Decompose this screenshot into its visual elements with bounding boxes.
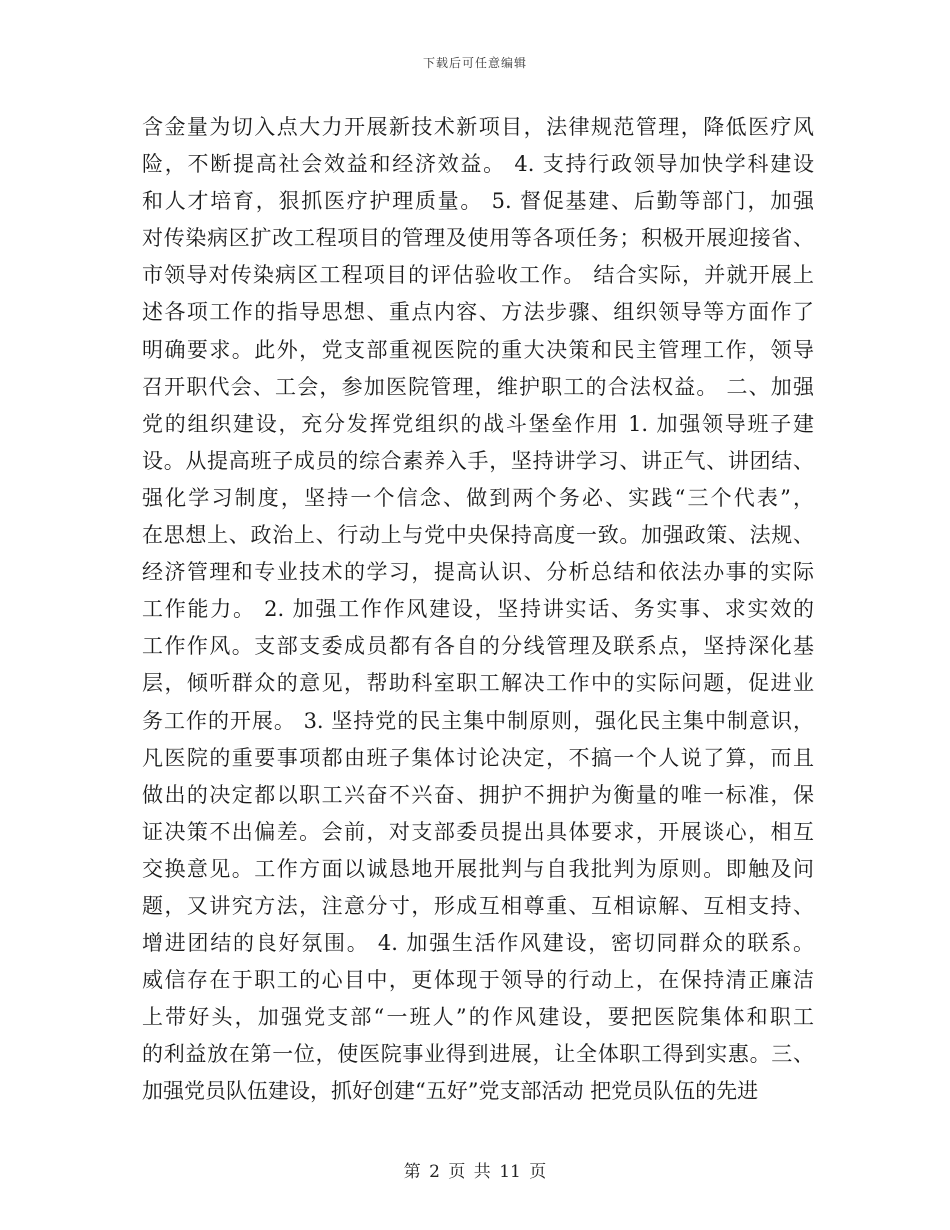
body-line: 威信存在于职工的心目中，更体现于领导的行动上，在保持清正廉洁 bbox=[142, 968, 814, 993]
body-line: 交换意见。工作方面以诚恳地开展批判与自我批判为原则。即触及问 bbox=[142, 856, 814, 881]
body-line: 做出的决定都以职工兴奋不兴奋、拥护不拥护为衡量的唯一标准，保 bbox=[142, 782, 814, 807]
body-line: 强化学习制度，坚持一个信念、做到两个务必、实践“三个代表”， bbox=[142, 485, 814, 510]
body-line: 工作作风。支部支委成员都有各自的分线管理及联系点，坚持深化基 bbox=[142, 634, 814, 659]
body-line: 和人才培育，狠抓医疗护理质量。 5. 督促基建、后勤等部门，加强 bbox=[142, 189, 814, 214]
body-line: 含金量为切入点大力开展新技术新项目，法律规范管理，降低医疗风 bbox=[142, 115, 814, 139]
body-line: 明确要求。此外，党支部重视医院的重大决策和民主管理工作，领导 bbox=[142, 337, 814, 362]
body-line: 召开职代会、工会，参加医院管理，维护职工的合法权益。 二、加强 bbox=[142, 374, 814, 399]
page-number-footer: 第 2 页 共 11 页 bbox=[403, 1162, 547, 1182]
document-body bbox=[142, 109, 814, 1111]
body-line: 述各项工作的指导思想、重点内容、方法步骤、组织领导等方面作了 bbox=[142, 300, 814, 325]
body-line: 党的组织建设，充分发挥党组织的战斗堡垒作用 1. 加强领导班子建 bbox=[142, 411, 814, 436]
page-header-note: 下载后可任意编辑 bbox=[422, 56, 527, 70]
body-line: 在思想上、政治上、行动上与党中央保持高度一致。加强政策、法规、 bbox=[142, 523, 814, 548]
body-line: 经济管理和专业技术的学习，提高认识、分析总结和依法办事的实际 bbox=[142, 560, 814, 585]
body-line: 险，不断提高社会效益和经济效益。 4. 支持行政领导加快学科建设 bbox=[142, 152, 814, 177]
body-line: 务工作的开展。 3. 坚持党的民主集中制原则，强化民主集中制意识， bbox=[142, 708, 814, 733]
body-line: 证决策不出偏差。会前，对支部委员提出具体要求，开展谈心，相互 bbox=[142, 819, 814, 844]
body-line: 的利益放在第一位，使医院事业得到进展，让全体职工得到实惠。三、 bbox=[142, 1042, 814, 1067]
body-line: 上带好头，加强党支部“一班人”的作风建设，要把医院集体和职工 bbox=[142, 1005, 814, 1030]
body-line: 增进团结的良好氛围。 4. 加强生活作风建设，密切同群众的联系。 bbox=[142, 931, 814, 956]
body-line: 市领导对传染病区工程项目的评估验收工作。 结合实际，并就开展上 bbox=[142, 263, 814, 288]
body-line: 层，倾听群众的意见，帮助科室职工解决工作中的实际问题，促进业 bbox=[142, 671, 814, 696]
body-line: 题，又讲究方法，注意分寸，形成互相尊重、互相谅解、互相支持、 bbox=[142, 893, 814, 918]
body-line: 对传染病区扩改工程项目的管理及使用等各项任务；积极开展迎接省、 bbox=[142, 226, 814, 251]
body-line: 工作能力。 2. 加强工作作风建设，坚持讲实话、务实事、求实效的 bbox=[142, 597, 814, 622]
body-line: 凡医院的重要事项都由班子集体讨论决定，不搞一个人说了算，而且 bbox=[142, 745, 814, 770]
body-line: 设。从提高班子成员的综合素养入手，坚持讲学习、讲正气、讲团结、 bbox=[142, 448, 814, 473]
body-line: 加强党员队伍建设，抓好创建“五好”党支部活动 把党员队伍的先进 bbox=[142, 1079, 759, 1104]
